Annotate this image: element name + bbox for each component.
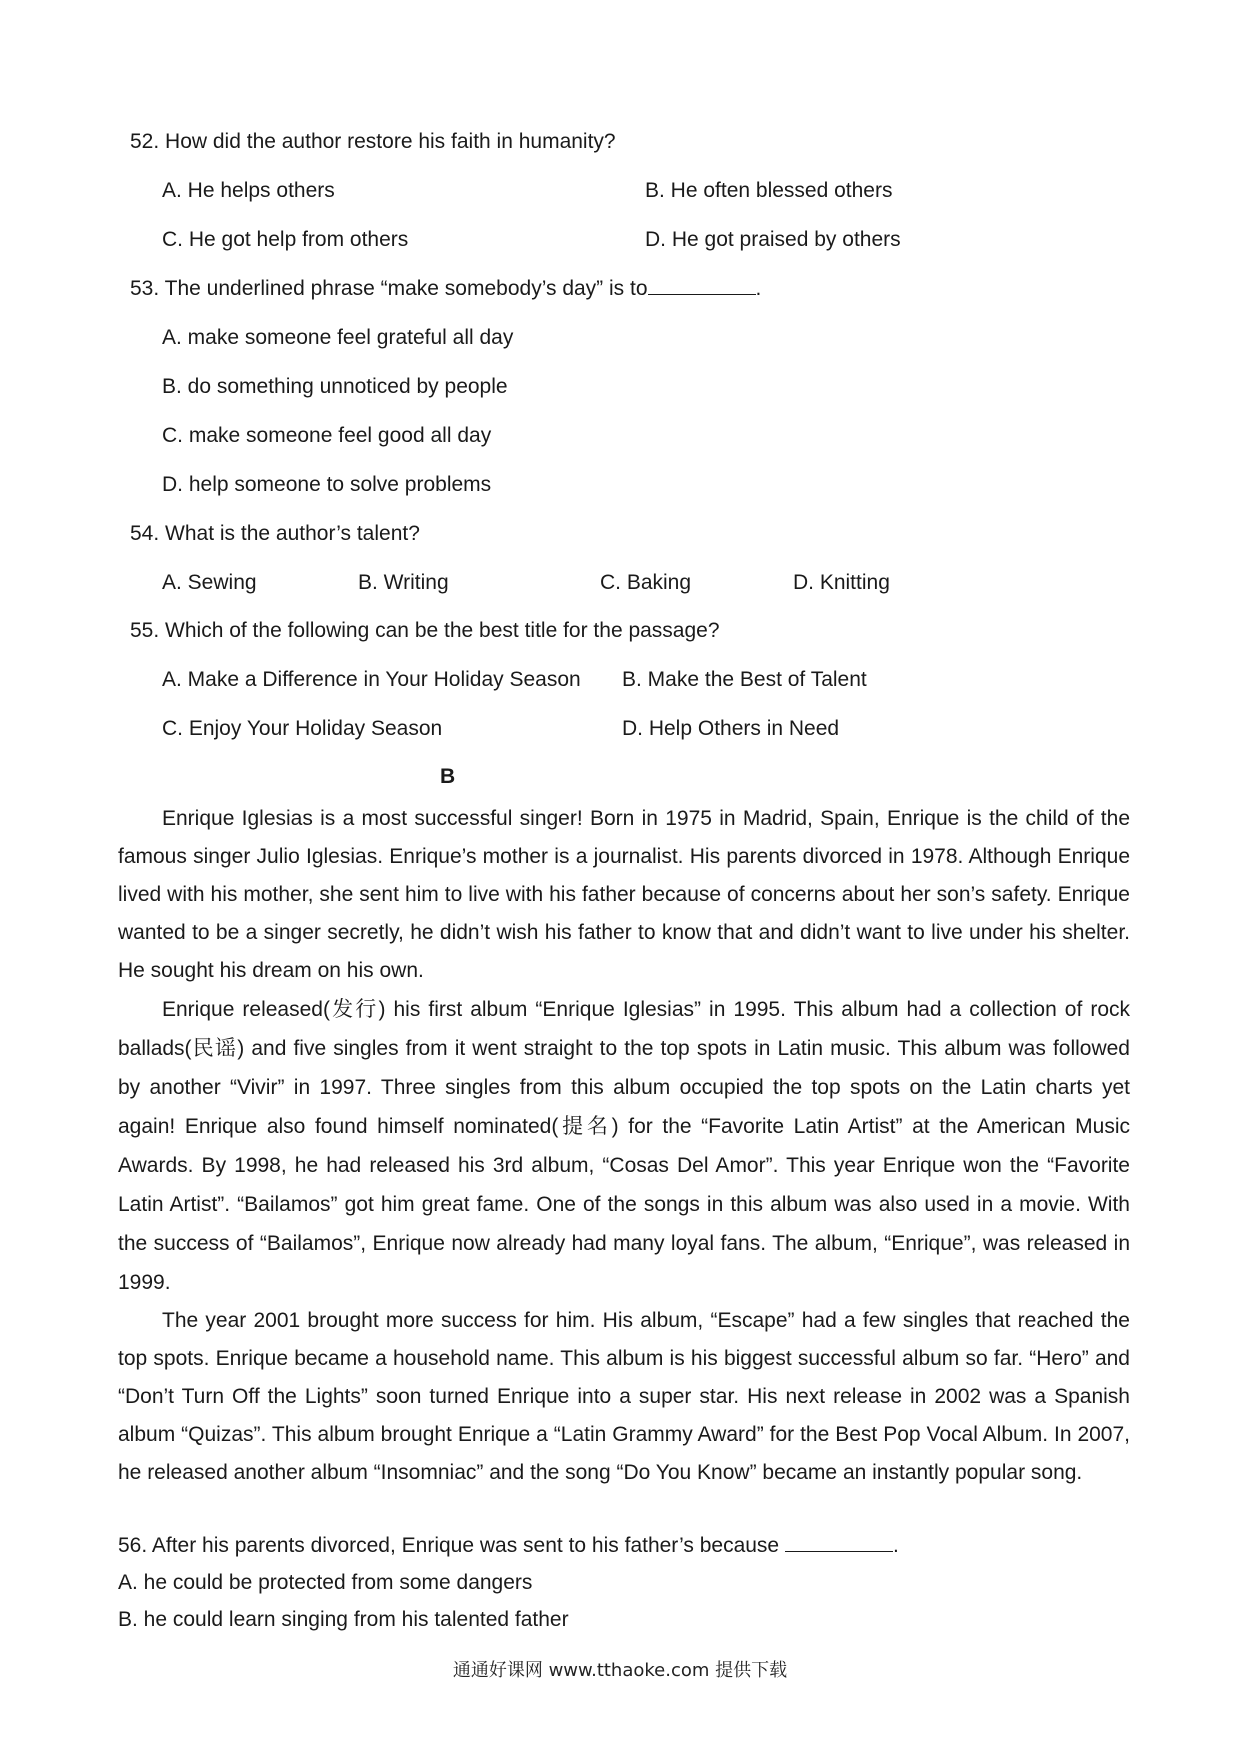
section-b-title: B [440,765,456,788]
question-54-option-a: A. Sewing [162,571,257,594]
answer-blank [785,1533,893,1552]
question-56-stem-text: 56. After his parents divorced, Enrique was sent to his father’s because [118,1534,780,1557]
question-55-option-a: A. Make a Difference in Your Holiday Season [162,668,581,691]
question-53-option-d: D. help someone to solve problems [162,473,492,496]
question-55-option-b: B. Make the Best of Talent [622,668,867,691]
question-55-stem: 55. Which of the following can be the best title for the passage? [130,619,720,642]
question-52-option-c: C. He got help from others [162,228,409,251]
question-53-stem-text: 53. The underlined phrase “make somebody’s day” is to [130,277,648,300]
question-54-stem: 54. What is the author’s talent? [130,522,420,545]
question-55-option-c: C. Enjoy Your Holiday Season [162,717,443,740]
question-53-option-a: A. make someone feel grateful all day [162,326,514,349]
question-53-stem-end: . [755,277,762,300]
question-55-option-d: D. Help Others in Need [622,717,840,740]
answer-blank [648,276,756,295]
question-54-option-d: D. Knitting [793,571,890,594]
question-53-option-c: C. make someone feel good all day [162,424,492,447]
question-56-option-a: A. he could be protected from some dangers [118,1571,533,1594]
question-53-stem [130,276,761,302]
question-56-stem-end: . [892,1534,899,1557]
passage-paragraph-3: The year 2001 brought more success for him. His album, “Escape” had a few singles that reached the top spots. Enrique became a household name. This album is his biggest successful album so far. “Hero” and “Don’t Turn Off the Lights” soon turned Enrique into a super star. His next release in 2002 was a Spanish album “Quizas”. This album brought Enrique a “Latin Grammy Award” for the Best Pop Vocal Album. In 2007, he released another album “Insomniac” and the song “Do You Know” became an instantly popular song. [118,1309,1130,1484]
question-52-option-b: B. He often blessed others [645,179,893,202]
question-56-stem [118,1533,899,1559]
question-52-stem: 52. How did the author restore his faith in humanity? [130,130,616,153]
question-54-option-b: B. Writing [358,571,449,594]
page-footer: 通通好课网 www.tthaoke.com 提供下载 [452,1660,788,1681]
passage-b [118,800,1130,1492]
question-52-option-d: D. He got praised by others [645,228,901,251]
passage-paragraph-1: Enrique Iglesias is a most successful singer! Born in 1975 in Madrid, Spain, Enrique is the child of the famous singer Julio Iglesias. Enrique’s mother is a journalist. His parents divorced in 1978. Although Enrique lived with his mother, she sent him to live with his father because of concerns about her son’s safety. Enrique wanted to be a singer secretly, he didn’t wish his father to know that and didn’t want to live under his shelter. He sought his dream on his own. [118,807,1130,982]
question-54-option-c: C. Baking [600,571,692,594]
question-52-option-a: A. He helps others [162,179,335,202]
question-53-option-b: B. do something unnoticed by people [162,375,508,398]
passage-paragraph-2: Enrique released(发行) his first album “Enrique Iglesias” in 1995. This album had a collection of rock ballads(民谣) and five singles from it went straight to the top spots in Latin music. This album was followed by another “Vivir” in 1997. Three singles from this album occupied the top spots on the Latin charts yet again! Enrique also found himself nominated(提名) for the “Favorite Latin Artist” at the American Music Awards. By 1998, he had released his 3rd album, “Cosas Del Amor”. This year Enrique won the “Favorite Latin Artist”. “Bailamos” got him great fame. One of the songs in this album was also used in a movie. With the success of “Bailamos”, Enrique now already had many loyal fans. The album, “Enrique”, was released in 1999. [118,998,1130,1294]
question-56-option-b: B. he could learn singing from his talented father [118,1608,569,1631]
